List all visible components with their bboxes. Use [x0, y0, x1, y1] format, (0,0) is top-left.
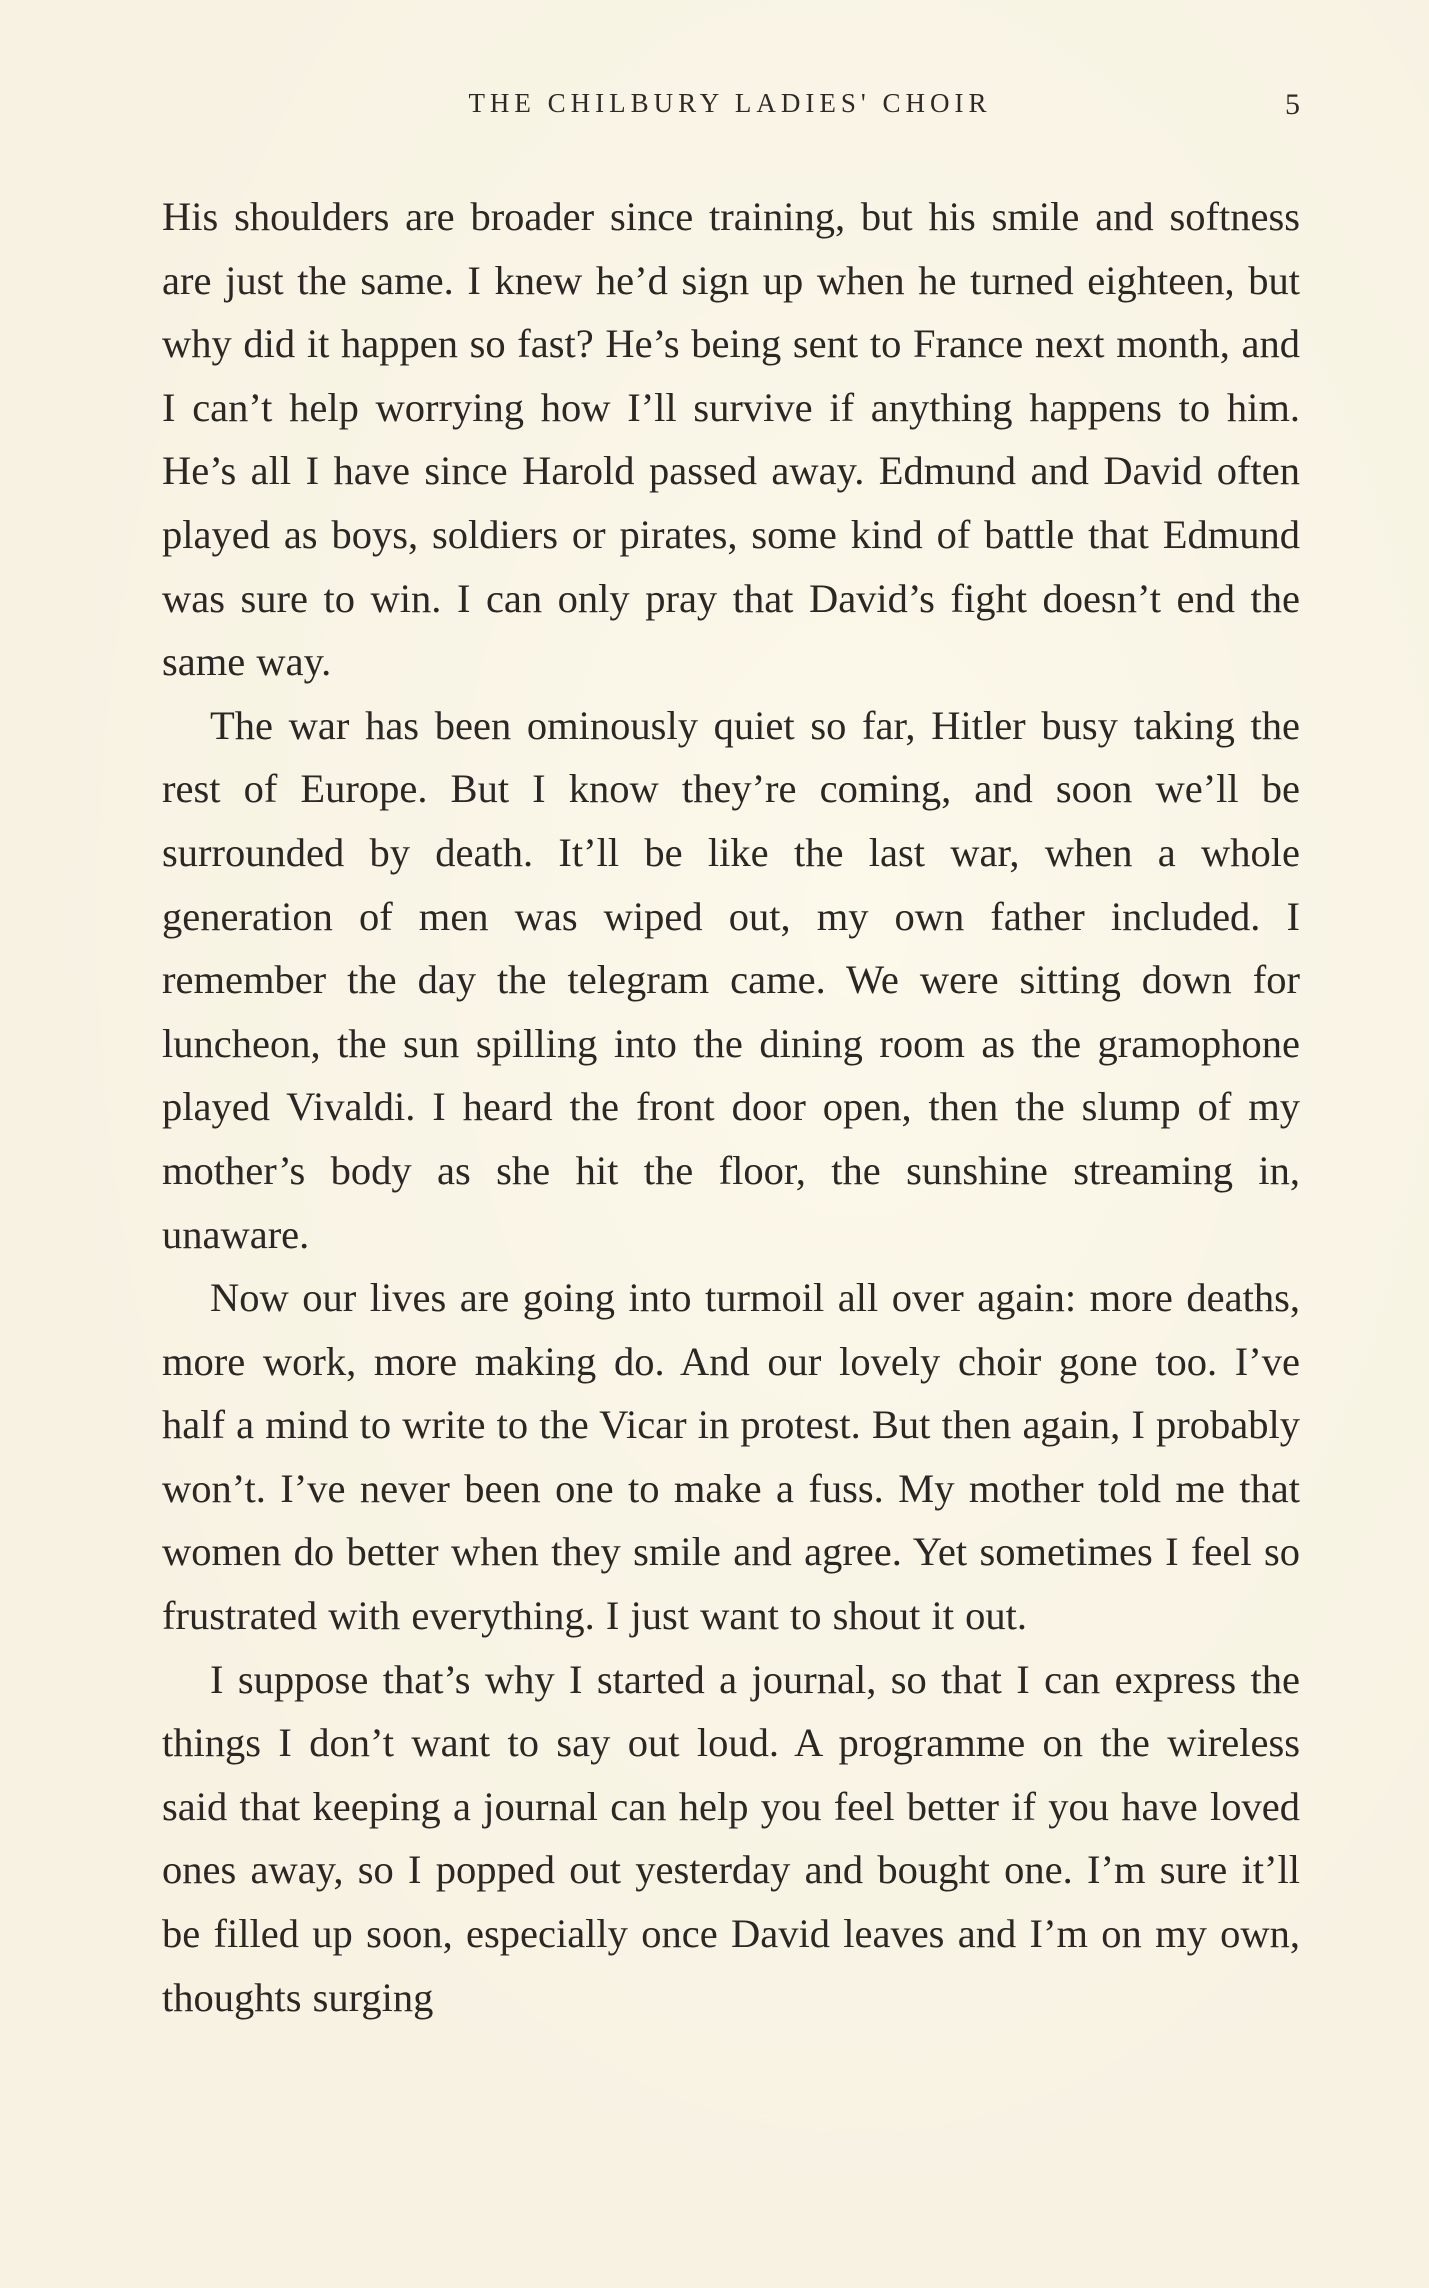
page-number: 5 [1285, 88, 1300, 121]
running-head [160, 88, 1300, 128]
paragraph-3: Now our lives are going into turmoil all over again: more deaths, more work, more making do. And our lovely choir gone too. I’ve half a mind to write to the Vicar in protest. But then again, I probably won’t. I’ve never been one to make a fuss. My mother told me that women do better when they smile and agree. Yet sometimes I feel so frustrated with everything. I just want to shout it out. [162, 1275, 1300, 1639]
paragraph-2: The war has been ominously quiet so far, Hitler busy taking the rest of Europe. But I know they’re coming, and soon we’ll be surrounded by death. It’ll be like the last war, when a whole generation of men was wiped out, my own father included. I remember the day the telegram came. We were sitting down for luncheon, the sun spilling into the dining room as the gramophone played Vivaldi. I heard the front door open, then the slump of my mother’s body as she hit the floor, the sunshine streaming in, unaware. [162, 702, 1300, 1257]
running-title: THE CHILBURY LADIES' CHOIR [468, 88, 992, 118]
paragraph-4: I suppose that’s why I started a journal, so that I can express the things I don’t want to say out loud. A programme on the wireless said that keeping a journal can help you feel better if you have loved ones away, so I popped out yesterday and bought one. I’m sure it’ll be filled up soon, especially once David leaves and I’m on my own, thoughts surging [162, 1656, 1300, 2020]
paragraph-1: His shoulders are broader since training, but his smile and softness are just the same. I knew he’d sign up when he turned eighteen, but why did it happen so fast? He’s being sent to France next month, and I can’t help worrying how I’ll survive if anything happens to him. He’s all I have since Harold passed away. Edmund and David often played as boys, soldiers or pirates, some kind of battle that Edmund was sure to win. I can only pray that David’s fight doesn’t end the same way. [162, 194, 1300, 685]
body-text [162, 185, 1300, 2029]
